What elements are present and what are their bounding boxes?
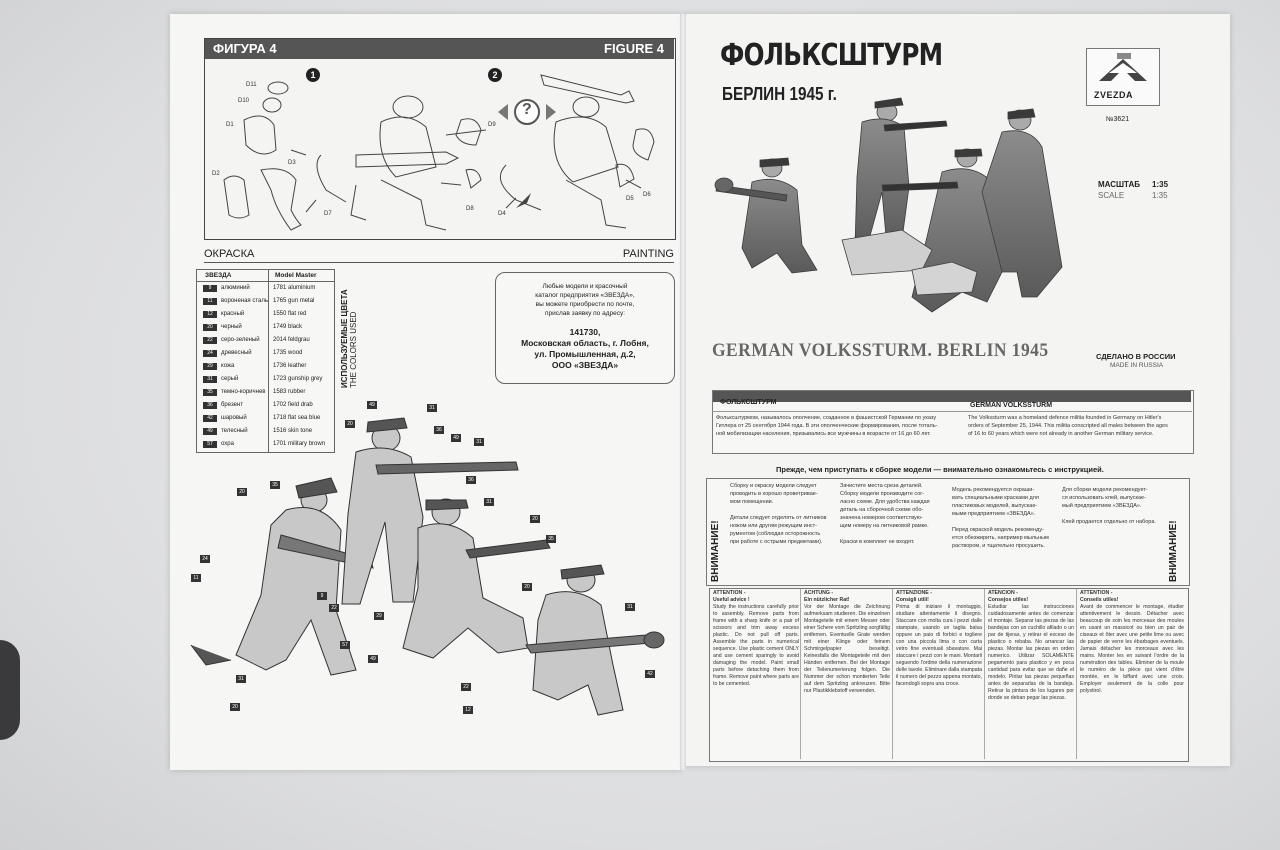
color-callout: 12 [463,706,473,714]
color-row: 12 красный 1550 flat red [197,309,334,321]
color-table-header-ru: ЗВЕЗДА [205,272,232,279]
article-number: №3621 [1106,116,1130,123]
color-row: 49 телесный 1516 skin tone [197,426,334,438]
color-row: 24 древесный 1735 wood [197,348,334,360]
part-label: D1 [226,122,234,128]
color-callout: 42 [645,670,655,678]
box-art-photo [712,90,1125,330]
history-header-bar [713,391,1191,402]
part-label: D5 [626,196,634,202]
warning-column-4: Для сборки модели рекомендует- ся использовать клей, выпускае- мый предприятием «ЗВЕЗДА». Клей продается отдельно от набора. [1062,487,1156,525]
color-table-header-en: Model Master [275,272,317,279]
part-label: D4 [498,211,506,217]
part-label: D6 [643,192,651,198]
warning-column-2: Зачистите места среза деталей. Сборку модели производите сог- ласно схеме. Для удобства каждая деталь на сборочной схеме обо- значена номером соответствую- щим номеру на литниковой рамке. Краски в комплект не входят. [840,483,930,545]
instructions-italian: ATTENZIONE - Consigli utili! Prima di iniziare il montaggio, studiare attentamente il disegno. Staccare con molta cura i pezzi dalle stampate, usando un taglia balsa oppure un paio di forbici e togliere con una piccola lima o con carta vetro fine eventuali sbavature. Mai staccare i pezzi con le mani. Montarli seguendo l'ordine della numerazione delle tavole. Eliminare dalla stampata il numero del pezzo appena montato, facendogli sopra una croce. [896,590,982,687]
color-number: 57 [203,441,217,448]
instructions-english: ATTENTION - Useful advice ! Study the instructions carefully prior to assembly. Remove parts from frame with a sharp knife or a pair of scissors and trim away excess plastic. Do not pull off parts. Assemble the parts in numerical sequence. Use plastic cement ONLY and use cement sparingly to avoid damaging the model. Paint small parts before detaching them from frame. Remove paint where parts are to be cemented. [713,590,799,687]
background-object [0,640,20,740]
warning-vertical-left: ВНИМАНИЕ! [710,520,721,582]
address-box: Любые модели и красочный каталог предприятия «ЗВЕЗДА», вы можете приобрести по почте, прислав заявку по адресу: 141730, Московская область, г. Лобня, ул. Промышленная, д.2, ООО «ЗВЕЗДА» [495,272,675,384]
color-callout: 31 [236,675,246,683]
cover-subtitle-ru: БЕРЛИН 1945 г. [722,84,837,104]
color-callout: 20 [237,488,247,496]
star-flag-icon [1087,49,1159,89]
part-label: D11 [246,82,257,88]
color-row: 11 вороненая сталь 1765 gun metal [197,296,334,308]
divider [712,411,1192,412]
color-callout: 31 [474,438,484,446]
color-callout: 35 [270,481,280,489]
color-callout: 49 [451,434,461,442]
color-callout: 22 [329,604,339,612]
color-number: 9 [203,285,217,292]
color-callout: 31 [625,603,635,611]
color-row: 36 брезент 1702 field drab [197,400,334,412]
color-callout: 11 [191,574,201,582]
divider [197,281,334,282]
color-callout: 36 [466,476,476,484]
warning-title: Прежде, чем приступать к сборке модели — внимательно ознакомьтесь с инструкцией. [776,465,1104,474]
made-in-ru: СДЕЛАНО В РОССИИ [1096,352,1176,361]
color-number: 22 [203,337,217,344]
color-callout: 36 [434,426,444,434]
part-label: D3 [288,160,296,166]
scale-value-ru: 1:35 [1152,180,1169,189]
color-number: 12 [203,311,217,318]
color-callout: 24 [200,555,210,563]
warning-vertical-right: ВНИМАНИЕ! [1168,520,1179,582]
figure-4-drawing [206,60,672,236]
history-text-en: The Volkssturm was a homeland defence militia founded in Germany on Hitler's orders of September 25, 1944. This militia conscripted all males between the ages of 16 to 60 years which were not already in another German military service. [968,415,1168,437]
history-title-ru: ФОЛЬКСШТУРМ [720,399,777,406]
figure-4-header [205,39,674,59]
figure-title-ru: ФИГУРА 4 [213,41,277,56]
part-label: D8 [466,206,474,212]
instructions-german: ACHTUNG - Ein nützlicher Rat! Vor der Montage die Zeichnung aufmerksam studieren. Die einzelnen Montageteile mit einem Messer oder einer Schere vom Spritzling sorgfältig entfernen. Eventuelle Grate werden mit einer Klinge oder feinem Schmirgelpapier beseitigt. Keinesfalls die Montageteile mit den Händen entfernen. Bei der Montage der Teilenumerierung folgen. Die Nummer der schon montierten Teile auf dem Spritzling ankreuzen. Bitte nur Plastikklebstoff verwenden. [804,590,890,694]
question-mark: ? [522,101,532,118]
color-row: 20 черный 1749 black [197,322,334,334]
divider [892,589,893,759]
painting-header [204,248,674,263]
color-callout: 49 [367,401,377,409]
color-callout: 31 [484,498,494,506]
cover-title-ru: ФОЛЬКСШТУРМ [720,38,943,73]
color-number: 31 [203,376,217,383]
color-row: 9 алюминий 1781 aluminium [197,283,334,295]
color-row: 35 темно-коричнев 1583 rubber [197,387,334,399]
color-number: 35 [203,389,217,396]
step-1-marker: 1 [306,68,320,82]
color-row: 22 серо-зеленый 2014 feldgrau [197,335,334,347]
brand-name: ZVEZDA [1094,90,1133,100]
figure-title-en: FIGURE 4 [604,41,664,56]
page-fold [680,14,686,770]
color-row: 57 охра 1701 military brown [197,439,334,451]
painting-title-en: PAINTING [622,248,674,260]
part-label: D10 [238,98,250,104]
color-number: 20 [203,324,217,331]
color-callout: 22 [461,683,471,691]
color-number: 49 [203,428,217,435]
color-callout: 29 [374,612,384,620]
color-callout: 31 [427,404,437,412]
color-callout: 20 [230,703,240,711]
scale-label-ru: МАСШТАБ [1098,180,1140,189]
painting-figures [186,400,670,730]
color-callout: 20 [522,583,532,591]
color-callout: 20 [345,420,355,428]
color-row: 29 кожа 1736 leather [197,361,334,373]
color-row: 31 серый 1723 gunship grey [197,374,334,386]
scale-label-en: SCALE [1098,191,1125,200]
step-2-marker: 2 [488,68,502,82]
warning-column-1: Сборку и окраску модели следует проводить в хорошо проветривае- мом помещении. Детали следует отделять от литников ножом или другим режущим инст- рументом (соблюдая осторожность при работе с острыми предметами). [730,483,827,545]
divider [1076,589,1077,759]
divider [984,589,985,759]
made-in-en: MADE IN RUSSIA [1110,362,1164,369]
instructions-french: ATTENTION - Conseils utiles! Avant de commencer le montage, étudier attentivement le dessin. Détacher avec beaucoup de soin les morceaux des moules en usant un massicot ou bien un pair de ciseaux et ôter avec une petite lime ou avec de papier de verre les ébarbages eventuels. Jamais détacher les morceaux avec les mains. Monter les en suivant l'ordre de la numération des tables. Eliminer de la moule le numéro de la pièce qui vient d'être montée, en le biffant avec une croix. Employer seulement de la colle pour polystirol. [1080,590,1184,694]
color-number: 24 [203,350,217,357]
color-callout: 49 [368,655,378,663]
color-row: 42 шаровый 1718 flat sea blue [197,413,334,425]
part-label: D7 [324,211,332,217]
color-callout: 9 [317,592,327,600]
color-callout: 20 [530,515,540,523]
warning-column-3: Модель рекомендуется окраши- вать специальными красками для пластиковых моделей, выпускае- мыми предприятием «ЗВЕЗДА». Перед окраской модель рекоменду- ется обезжирить, например мыльным раствором, и тщательно просушить. [952,487,1049,549]
colors-used-label: ИСПОЛЬЗУЕМЫЕ ЦВЕТА THE COLORS USED [340,289,358,388]
color-callout: 35 [546,535,556,543]
part-label: D2 [212,171,220,177]
painting-title-ru: ОКРАСКА [204,248,255,260]
divider [800,589,801,759]
color-number: 36 [203,402,217,409]
color-number: 42 [203,415,217,422]
instructions-spanish: ATENCION - Consejos utiles! Estudiar las instrucciones cuidadosamente antes de comenzar el montaje. Separar las piezas de las bandejas con un cuchillo afilado o un par de tijeras, y retirar el exceso de plastico o rebaba. No arrancar las piezas. Montar las piezas en orden numerico. Utilizar SOLAMENTE pegamento para plastico y en poca cantidad para evitar que se dañe el modelo. Pintar las piezas pequeñas antes de separarlas de la bandeja. Retirar la pintura de los lugares por donde se deban pegar las piezas. [988,590,1074,701]
color-number: 29 [203,363,217,370]
color-number: 11 [203,298,217,305]
color-callout: 57 [340,641,350,649]
history-text-ru: Фольксштурмом, называлось ополчение, созданное в фашистской Германии по указу Гитлера от 25 сентября 1944 года. В эти ополченческие формирования, после тоталь- ной мобилизации населения, призывались все мужчины в возрасте от 16 до 60 лет. [716,415,938,437]
part-label: D9 [488,122,496,128]
history-title-en: GERMAN VOLKSSTURM [970,402,1053,409]
scale-value-en: 1:35 [1152,191,1168,200]
cover-title-en: GERMAN VOLKSSTURM. BERLIN 1945 [712,340,1049,361]
